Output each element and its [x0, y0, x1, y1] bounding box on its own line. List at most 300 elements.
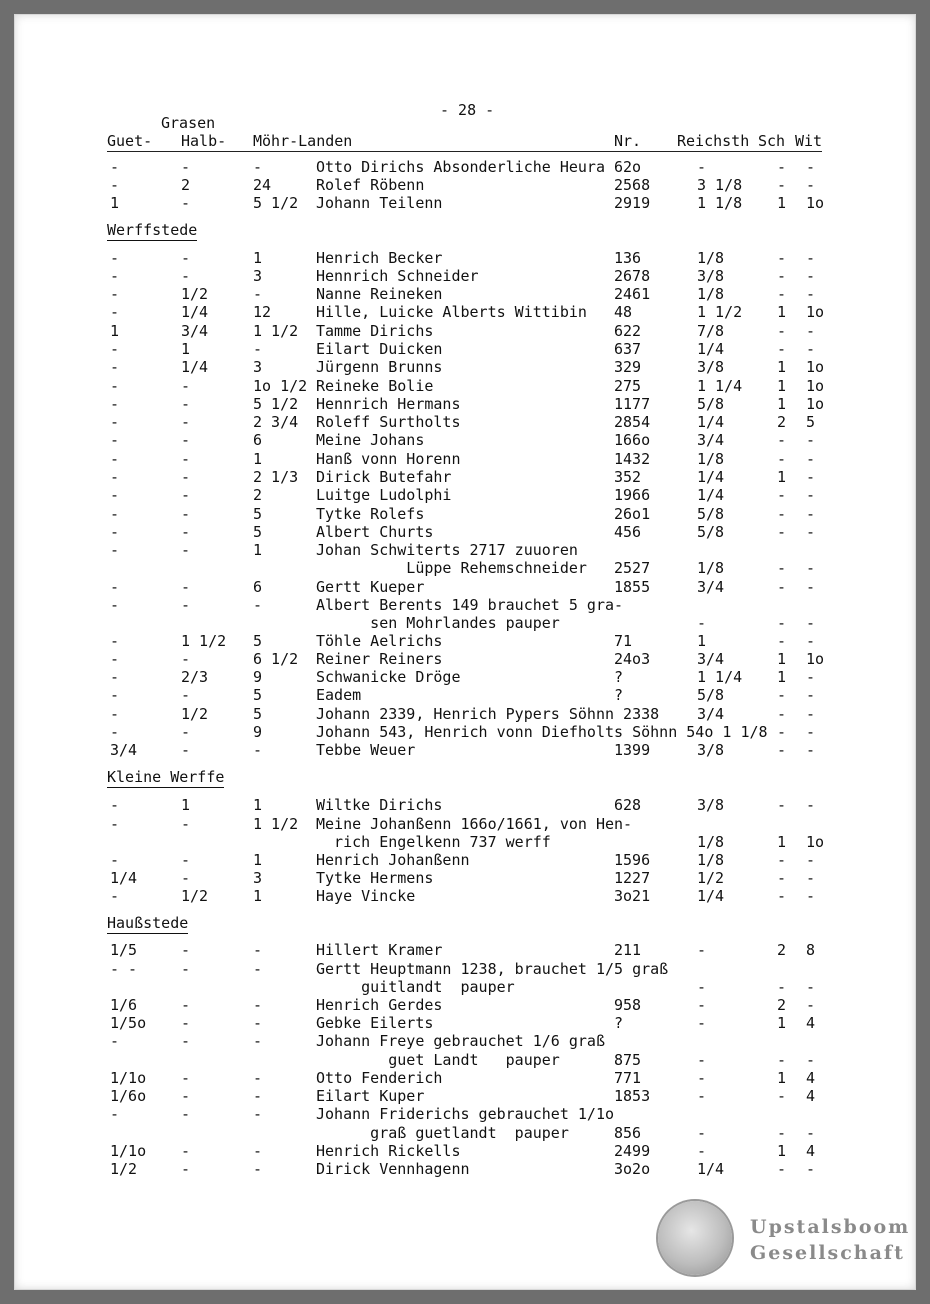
cell-halb: -	[181, 650, 191, 668]
cell-reichsth: -	[697, 1087, 707, 1105]
header-nr: Nr.	[614, 132, 642, 150]
cell-moehr: 5 1/2	[253, 395, 299, 413]
cell-name: Hanß vonn Horenn	[316, 450, 461, 468]
cell-wit: -	[806, 978, 816, 996]
cell-guet: -	[110, 650, 120, 668]
cell-moehr: -	[253, 596, 263, 614]
cell-guet: -	[110, 303, 120, 321]
cell-name: Johann Freye gebrauchet 1/6 graß	[316, 1032, 605, 1050]
cell-reichsth: 1/4	[697, 340, 725, 358]
cell-name: Henrich Rickells	[316, 1142, 461, 1160]
cell-wit: -	[806, 1124, 816, 1142]
cell-nr: 2919	[614, 194, 651, 212]
cell-nr: 2678	[614, 267, 651, 285]
cell-name: Gertt Heuptmann 1238, brauchet 1/5 graß	[316, 960, 669, 978]
cell-reichsth: 1/8	[697, 559, 725, 577]
cell-name: rich Engelkenn 737 werff	[316, 833, 551, 851]
cell-wit: 1o	[806, 650, 825, 668]
cell-reichsth: 1/4	[697, 486, 725, 504]
cell-wit: -	[806, 249, 816, 267]
cell-name: Johann Friderichs gebrauchet 1/1o	[316, 1105, 615, 1123]
cell-guet: -	[110, 413, 120, 431]
cell-sch: -	[777, 559, 787, 577]
cell-nr: 1853	[614, 1087, 651, 1105]
cell-guet: 1	[110, 322, 120, 340]
cell-name: Johann Teilenn	[316, 194, 443, 212]
cell-reichsth: 1/4	[697, 1160, 725, 1178]
header-guet: Guet-	[107, 132, 153, 150]
cell-guet: 1/6o	[110, 1087, 147, 1105]
cell-guet: -	[110, 377, 120, 395]
cell-name: Albert Churts	[316, 523, 434, 541]
cell-name: Gertt Kueper	[316, 578, 425, 596]
cell-guet: 1/5	[110, 941, 138, 959]
cell-wit: -	[806, 267, 816, 285]
cell-nr: 211	[614, 941, 642, 959]
cell-moehr: 5	[253, 632, 263, 650]
cell-guet: -	[110, 267, 120, 285]
header-rule	[107, 151, 822, 152]
cell-nr: 26o1	[614, 505, 651, 523]
cell-name: Schwanicke Dröge	[316, 668, 461, 686]
cell-wit: -	[806, 486, 816, 504]
cell-reichsth: 1/8	[697, 285, 725, 303]
cell-moehr: 24	[253, 176, 272, 194]
cell-nr: 856	[614, 1124, 642, 1142]
cell-wit: -	[806, 614, 816, 632]
cell-guet: -	[110, 176, 120, 194]
cell-wit: -	[806, 686, 816, 704]
cell-wit: 5	[806, 413, 816, 431]
cell-nr: 958	[614, 996, 642, 1014]
cell-moehr: 5	[253, 705, 263, 723]
cell-sch: 1	[777, 650, 787, 668]
cell-moehr: -	[253, 1087, 263, 1105]
cell-name: Albert Berents 149 brauchet 5 gra-	[316, 596, 624, 614]
cell-halb: -	[181, 578, 191, 596]
cell-sch: -	[777, 267, 787, 285]
cell-halb: -	[181, 869, 191, 887]
cell-wit: -	[806, 431, 816, 449]
cell-sch: -	[777, 1087, 787, 1105]
cell-halb: -	[181, 723, 191, 741]
cell-halb: 3/4	[181, 322, 209, 340]
cell-guet: 1/2	[110, 1160, 138, 1178]
cell-wit: 1o	[806, 194, 825, 212]
cell-guet: -	[110, 523, 120, 541]
cell-reichsth: 5/8	[697, 505, 725, 523]
cell-name: Jürgenn Brunns	[316, 358, 443, 376]
cell-name: Reineke Bolie	[316, 377, 434, 395]
cell-moehr: 1	[253, 887, 263, 905]
cell-halb: 2	[181, 176, 191, 194]
cell-sch: -	[777, 851, 787, 869]
cell-sch: 1	[777, 668, 787, 686]
cell-guet: 1/5o	[110, 1014, 147, 1032]
cell-halb: -	[181, 686, 191, 704]
cell-sch: 2	[777, 941, 787, 959]
cell-wit: -	[806, 468, 816, 486]
cell-name: graß guetlandt pauper	[316, 1124, 569, 1142]
header-reichsth: Reichsth	[677, 132, 750, 150]
cell-halb: 1	[181, 340, 191, 358]
cell-wit: -	[806, 523, 816, 541]
cell-nr: 1399	[614, 741, 651, 759]
cell-sch: -	[777, 523, 787, 541]
cell-nr: 2527	[614, 559, 651, 577]
cell-guet: -	[110, 1105, 120, 1123]
cell-reichsth: 7/8	[697, 322, 725, 340]
cell-sch: -	[777, 450, 787, 468]
cell-nr: 2568	[614, 176, 651, 194]
cell-wit: -	[806, 176, 816, 194]
cell-wit: -	[806, 559, 816, 577]
cell-sch: -	[777, 431, 787, 449]
cell-wit: 4	[806, 1069, 816, 1087]
cell-halb: -	[181, 1069, 191, 1087]
cell-nr: 2499	[614, 1142, 651, 1160]
cell-moehr: 6	[253, 431, 263, 449]
cell-reichsth: 1	[697, 632, 707, 650]
cell-moehr: 3	[253, 358, 263, 376]
cell-halb: -	[181, 450, 191, 468]
cell-name: Otto Dirichs Absonderliche Heura	[316, 158, 605, 176]
cell-reichsth: 1/4	[697, 468, 725, 486]
cell-nr: 71	[614, 632, 633, 650]
cell-halb: -	[181, 194, 191, 212]
cell-sch: -	[777, 723, 787, 741]
cell-reichsth: 3/4	[697, 650, 725, 668]
cell-guet: -	[110, 851, 120, 869]
cell-reichsth: -	[697, 1069, 707, 1087]
cell-halb: -	[181, 523, 191, 541]
cell-guet: 3/4	[110, 741, 138, 759]
cell-guet: -	[110, 340, 120, 358]
cell-reichsth: 1/8	[697, 249, 725, 267]
cell-sch: -	[777, 176, 787, 194]
cell-sch: -	[777, 614, 787, 632]
cell-guet: -	[110, 158, 120, 176]
cell-moehr: 9	[253, 668, 263, 686]
cell-reichsth: -	[697, 1014, 707, 1032]
cell-sch: 1	[777, 377, 787, 395]
cell-nr: 2461	[614, 285, 651, 303]
cell-moehr: -	[253, 1014, 263, 1032]
cell-reichsth: 1/2	[697, 869, 725, 887]
cell-name: Lüppe Rehemschneider	[316, 559, 587, 577]
cell-halb: -	[181, 158, 191, 176]
cell-name: Henrich Johanßenn	[316, 851, 470, 869]
cell-wit: -	[806, 723, 816, 741]
cell-nr: 62o	[614, 158, 642, 176]
cell-reichsth: 1/8	[697, 450, 725, 468]
cell-wit: -	[806, 996, 816, 1014]
cell-name: Haye Vincke	[316, 887, 416, 905]
cell-wit: -	[806, 1160, 816, 1178]
cell-name: Otto Fenderich	[316, 1069, 443, 1087]
cell-reichsth: 1 1/4	[697, 668, 743, 686]
cell-halb: 1/2	[181, 887, 209, 905]
cell-name: Johann 2339, Henrich Pypers Söhnn 2338	[316, 705, 660, 723]
cell-nr: 637	[614, 340, 642, 358]
cell-halb: 1/4	[181, 303, 209, 321]
cell-nr: 3o21	[614, 887, 651, 905]
cell-reichsth: -	[697, 1051, 707, 1069]
cell-moehr: -	[253, 741, 263, 759]
cell-reichsth: 1 1/4	[697, 377, 743, 395]
header-wit: Wit	[795, 132, 823, 150]
cell-moehr: -	[253, 941, 263, 959]
brand-line-2: Gesellschaft	[750, 1242, 905, 1264]
cell-guet: -	[110, 723, 120, 741]
cell-wit: 1o	[806, 358, 825, 376]
cell-halb: 1	[181, 796, 191, 814]
cell-nr: 1966	[614, 486, 651, 504]
cell-sch: -	[777, 887, 787, 905]
cell-wit: -	[806, 1051, 816, 1069]
cell-name: Reiner Reiners	[316, 650, 443, 668]
cell-halb: -	[181, 486, 191, 504]
cell-moehr: 1	[253, 249, 263, 267]
cell-reichsth: 5/8	[697, 523, 725, 541]
header-halb: Halb-	[181, 132, 227, 150]
cell-moehr: -	[253, 960, 263, 978]
cell-moehr: 5	[253, 686, 263, 704]
cell-wit: -	[806, 851, 816, 869]
cell-name: Tytke Rolefs	[316, 505, 425, 523]
cell-wit: -	[806, 887, 816, 905]
cell-halb: -	[181, 267, 191, 285]
cell-moehr: 5	[253, 505, 263, 523]
section-haussstede: Haußstede	[107, 914, 189, 932]
cell-nr: 1855	[614, 578, 651, 596]
cell-wit: -	[806, 578, 816, 596]
cell-moehr: 6 1/2	[253, 650, 299, 668]
cell-nr: 352	[614, 468, 642, 486]
cell-moehr: 1 1/2	[253, 322, 299, 340]
cell-wit: -	[806, 505, 816, 523]
cell-sch: -	[777, 578, 787, 596]
cell-moehr: 5	[253, 523, 263, 541]
cell-reichsth: 5/8	[697, 395, 725, 413]
cell-sch: -	[777, 741, 787, 759]
cell-reichsth: 1 1/2	[697, 303, 743, 321]
cell-guet: -	[110, 285, 120, 303]
cell-sch: -	[777, 322, 787, 340]
cell-moehr: 2	[253, 486, 263, 504]
cell-name: Hennrich Schneider	[316, 267, 479, 285]
cell-name: Hille, Luicke Alberts Wittibin	[316, 303, 587, 321]
cell-guet: 1/1o	[110, 1069, 147, 1087]
cell-halb: 1/2	[181, 285, 209, 303]
cell-guet: 1/1o	[110, 1142, 147, 1160]
cell-moehr: 1	[253, 851, 263, 869]
cell-sch: -	[777, 869, 787, 887]
page-number: - 28 -	[440, 101, 495, 119]
cell-sch: -	[777, 705, 787, 723]
cell-wit: -	[806, 668, 816, 686]
cell-halb: -	[181, 1014, 191, 1032]
cell-sch: 2	[777, 413, 787, 431]
cell-name: Henrich Becker	[316, 249, 443, 267]
cell-halb: -	[181, 1105, 191, 1123]
header-sch: Sch	[758, 132, 786, 150]
cell-moehr: 2 3/4	[253, 413, 299, 431]
cell-name: Dirick Butefahr	[316, 468, 452, 486]
cell-nr: 48	[614, 303, 633, 321]
cell-halb: 1/2	[181, 705, 209, 723]
cell-name: Tytke Hermens	[316, 869, 434, 887]
cell-sch: -	[777, 505, 787, 523]
cell-nr: 456	[614, 523, 642, 541]
cell-sch: -	[777, 158, 787, 176]
cell-name: Nanne Reineken	[316, 285, 443, 303]
cell-nr: 1177	[614, 395, 651, 413]
cell-moehr: 1	[253, 541, 263, 559]
cell-guet: 1/4	[110, 869, 138, 887]
cell-sch: -	[777, 1124, 787, 1142]
cell-name: Henrich Gerdes	[316, 996, 443, 1014]
cell-reichsth: 1/4	[697, 413, 725, 431]
cell-name: Luitge Ludolphi	[316, 486, 452, 504]
cell-sch: 1	[777, 468, 787, 486]
cell-moehr: -	[253, 158, 263, 176]
cell-halb: -	[181, 395, 191, 413]
cell-name: Gebke Eilerts	[316, 1014, 434, 1032]
cell-halb: -	[181, 468, 191, 486]
cell-guet: -	[110, 249, 120, 267]
cell-name: Tebbe Weuer	[316, 741, 416, 759]
cell-wit: -	[806, 632, 816, 650]
cell-guet: 1	[110, 194, 120, 212]
cell-reichsth: 3/4	[697, 578, 725, 596]
cell-name: Meine Johanßenn 166o/1661, von Hen-	[316, 815, 633, 833]
cell-halb: -	[181, 741, 191, 759]
cell-reichsth: -	[697, 1124, 707, 1142]
cell-guet: -	[110, 578, 120, 596]
cell-name: Dirick Vennhagenn	[316, 1160, 470, 1178]
cell-moehr: 9	[253, 723, 263, 741]
cell-nr: 329	[614, 358, 642, 376]
cell-sch: 1	[777, 303, 787, 321]
cell-moehr: -	[253, 1105, 263, 1123]
cell-nr: 1596	[614, 851, 651, 869]
cell-name: guet Landt pauper	[316, 1051, 560, 1069]
cell-wit: -	[806, 869, 816, 887]
cell-sch: 1	[777, 395, 787, 413]
cell-sch: -	[777, 1051, 787, 1069]
header-moehr-landen: Möhr-Landen	[253, 132, 353, 150]
cell-name: Töhle Aelrichs	[316, 632, 443, 650]
cell-nr: 166o	[614, 431, 651, 449]
cell-halb: -	[181, 941, 191, 959]
cell-moehr: 1	[253, 450, 263, 468]
cell-name: Johan Schwiterts 2717 zuuoren	[316, 541, 578, 559]
cell-nr: 1227	[614, 869, 651, 887]
cell-sch: -	[777, 486, 787, 504]
cell-guet: -	[110, 796, 120, 814]
cell-moehr: 2 1/3	[253, 468, 299, 486]
cell-moehr: 5 1/2	[253, 194, 299, 212]
cell-sch: 1	[777, 358, 787, 376]
cell-reichsth: 3/4	[697, 705, 725, 723]
cell-moehr: -	[253, 1069, 263, 1087]
cell-sch: -	[777, 796, 787, 814]
cell-moehr: 1 1/2	[253, 815, 299, 833]
cell-guet: -	[110, 815, 120, 833]
cell-nr: 1432	[614, 450, 651, 468]
cell-moehr: -	[253, 340, 263, 358]
cell-nr: 875	[614, 1051, 642, 1069]
cell-reichsth: -	[697, 614, 707, 632]
cell-guet: -	[110, 887, 120, 905]
cell-nr: 622	[614, 322, 642, 340]
cell-nr: 2854	[614, 413, 651, 431]
cell-name: Hillert Kramer	[316, 941, 443, 959]
cell-moehr: -	[253, 285, 263, 303]
cell-sch: 1	[777, 1142, 787, 1160]
cell-wit: 8	[806, 941, 816, 959]
cell-reichsth: 1 1/8	[697, 194, 743, 212]
cell-reichsth: -	[697, 1142, 707, 1160]
cell-halb: -	[181, 815, 191, 833]
cell-wit: -	[806, 322, 816, 340]
cell-nr: 3o2o	[614, 1160, 651, 1178]
seal-icon	[658, 1201, 732, 1275]
cell-guet: -	[110, 596, 120, 614]
cell-reichsth: 3/4	[697, 431, 725, 449]
cell-guet: -	[110, 541, 120, 559]
cell-name: Meine Johans	[316, 431, 425, 449]
cell-wit: 4	[806, 1014, 816, 1032]
cell-sch: 2	[777, 996, 787, 1014]
cell-wit: 4	[806, 1142, 816, 1160]
cell-name: Roleff Surtholts	[316, 413, 461, 431]
cell-wit: -	[806, 340, 816, 358]
cell-guet: -	[110, 431, 120, 449]
cell-halb: -	[181, 996, 191, 1014]
cell-nr: ?	[614, 668, 624, 686]
cell-sch: 1	[777, 1069, 787, 1087]
cell-sch: -	[777, 632, 787, 650]
cell-wit: -	[806, 450, 816, 468]
cell-halb: -	[181, 1160, 191, 1178]
cell-sch: -	[777, 340, 787, 358]
cell-sch: 1	[777, 833, 787, 851]
cell-moehr: 3	[253, 869, 263, 887]
cell-wit: -	[806, 741, 816, 759]
cell-halb: 1/4	[181, 358, 209, 376]
cell-halb: -	[181, 249, 191, 267]
cell-nr: ?	[614, 686, 624, 704]
cell-guet: -	[110, 705, 120, 723]
cell-name: guitlandt pauper	[316, 978, 515, 996]
cell-wit: 4	[806, 1087, 816, 1105]
cell-reichsth: 1/8	[697, 833, 725, 851]
cell-halb: -	[181, 1032, 191, 1050]
header-grasen: Grasen	[161, 114, 216, 132]
cell-wit: -	[806, 285, 816, 303]
cell-guet: -	[110, 450, 120, 468]
cell-guet: -	[110, 686, 120, 704]
cell-sch: -	[777, 686, 787, 704]
cell-halb: -	[181, 431, 191, 449]
cell-wit: -	[806, 796, 816, 814]
cell-guet: -	[110, 668, 120, 686]
cell-nr: 628	[614, 796, 642, 814]
cell-reichsth: 1/8	[697, 851, 725, 869]
cell-reichsth: -	[697, 941, 707, 959]
